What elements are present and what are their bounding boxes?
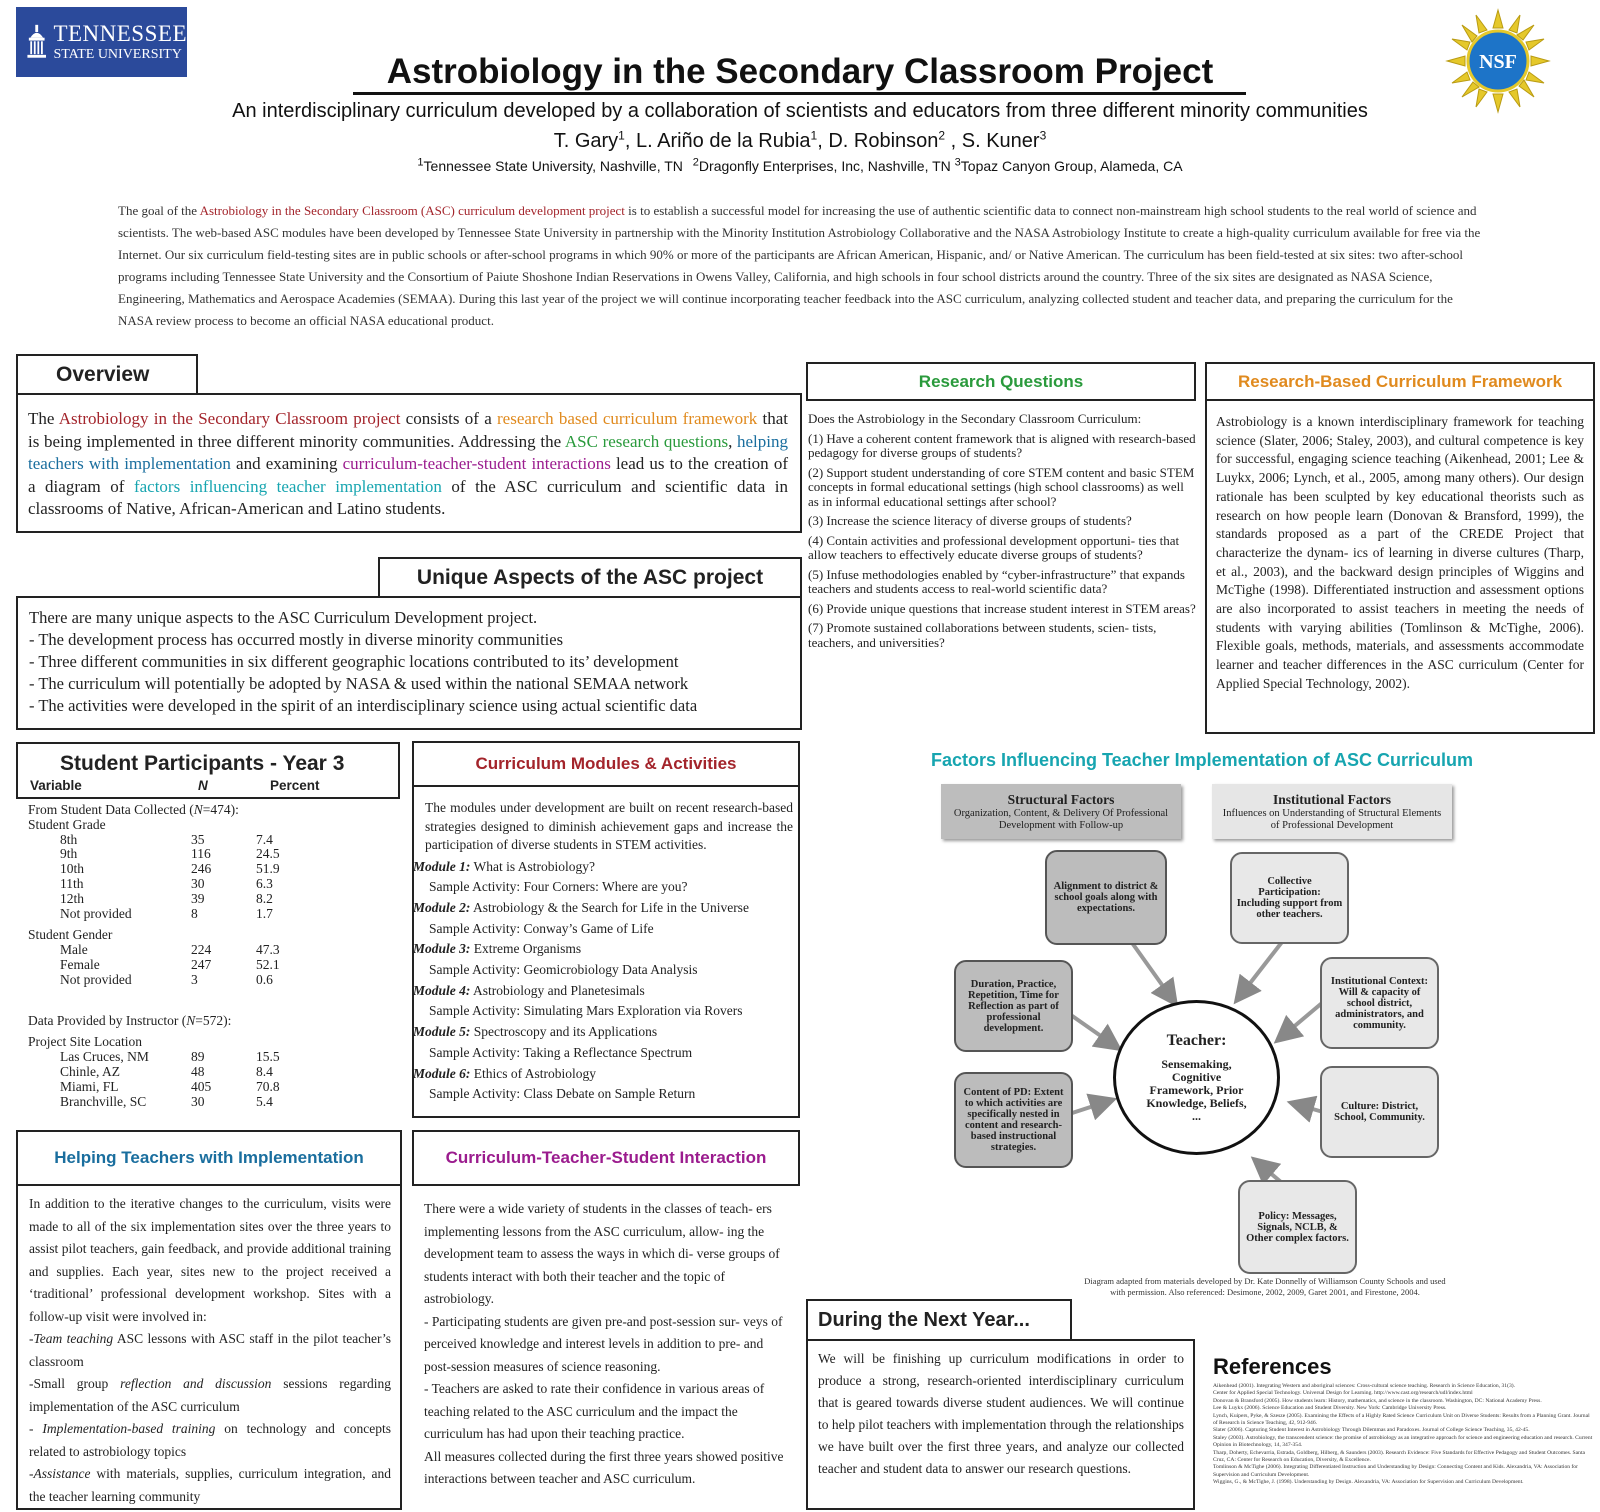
institutional-sub: Influences on Understanding of Structural Elements of Professional Development — [1222, 808, 1442, 831]
module-activity: Sample Activity: Four Corners: Where are you? — [429, 879, 688, 895]
rq-item: (3) Increase the science literacy of diverse groups of students? — [808, 513, 1132, 528]
arrow-alignment — [1130, 940, 1175, 1003]
row-label: 9th — [60, 846, 78, 862]
factor-collective: Collective Participation: Including support from other teachers. — [1230, 852, 1349, 944]
helping-intro: In addition to the iterative changes to the curriculum, visits were made to all of the six implementation sites over the three years to assist pilot teachers, gain feedback, and provide additional training and supplies. Each year, sites new to the project received a ‘traditional’ professional development workshop. Sites with a follow-up visit were involved in: — [29, 1196, 391, 1324]
row-percent: 8.4 — [256, 1063, 273, 1079]
unique-line: - The development process has occurred mostly in diverse minority communities — [29, 630, 563, 649]
row-percent: 1.7 — [256, 905, 273, 921]
author-1: T. Gary$^1$, — [553, 128, 636, 152]
helping-item: -Small group reflection and discussion sessions regarding implementation of the ASC curriculum — [29, 1376, 391, 1414]
teacher-body: Sensemaking, Cognitive Framework, Prior Knowledge, Beliefs, ... — [1146, 1057, 1247, 1123]
row-label: Las Cruces, NM — [60, 1049, 149, 1065]
row-n: 3 — [191, 971, 198, 987]
row-percent: 51.9 — [256, 861, 280, 877]
row-label: 12th — [60, 890, 85, 906]
student-data-label: From Student Data Collected (N=474): — [28, 802, 239, 817]
next-year-heading: During the Next Year... — [806, 1299, 1072, 1341]
helping-item: -Assistance with materials, supplies, curriculum integration, and the teacher learning community — [29, 1466, 391, 1504]
rq-item: (5) Infuse methodologies enabled by “cyber-infrastructure” that expands teachers and students access to real-world scientific data? — [808, 566, 1185, 596]
structural-sub: Organization, Content, & Delivery Of Professional Development with Follow-up — [953, 808, 1169, 831]
module-name: Astrobiology and Planetesimals — [470, 982, 645, 998]
modules-heading: Curriculum Modules & Activities — [412, 741, 800, 787]
structural-factors-box — [941, 784, 1181, 839]
poster-title: Astrobiology in the Secondary Classroom Project — [386, 52, 1214, 91]
gender-label: Student Gender — [28, 927, 113, 943]
factor-content-pd: Content of PD: Extent to which activities are specifically nested in content and research-based instructional strategies. — [954, 1072, 1073, 1168]
module-name: What is Astrobiology? — [470, 858, 595, 874]
intro-paragraph: The goal of the Astrobiology in the Secondary Classroom (ASC) curriculum development project is to establish a successful model for increasing the use of authentic scientific data to connect non-mainstream high school students to the real world of science and scientists. The web-based ASC modules have been developed by Tennessee State University in partnership with the Minority Institution Astrobiology Collaborative and the NASA Astrobiology Institute to create a high-quality curriculum available for free via the Internet. Our six curriculum field-testing sites are in public schools or after-school programs in which 90% or more of the participants are African American, Hispanic, and/ or Native American. The curriculum has been field-tested at six sites: two after-school programs including Tennessee State University and the Consortium of Paiute Shoshone Indian Reservations in Owens Valley, California, and high schools in four school districts around the country. Three of the six sites are designated as NASA Science, Engineering, Mathematics and Aerospace Academies (SEMAA). During this last year of the project we will continue incorporating teacher feedback into the ASC curriculum, analyzing collected student and teacher data, and preparing the curriculum for the NASA review process to become an official NASA educational product. — [118, 203, 1481, 328]
intro-highlight: Astrobiology in the Secondary Classroom (ASC) curriculum development project — [199, 203, 625, 218]
row-label: 8th — [60, 831, 78, 847]
row-percent: 47.3 — [256, 942, 280, 958]
row-label: Branchville, SC — [60, 1093, 147, 1109]
module-label: Module 2: — [413, 899, 471, 915]
institutional-title: Institutional Factors — [1272, 792, 1392, 807]
arrow-culture — [1292, 1103, 1323, 1112]
affiliation-2: $^2$Dragonfly Enterprises, Inc, Nashville, TN — [692, 156, 951, 174]
helping-heading: Helping Teachers with Implementation — [16, 1130, 402, 1186]
col-percent: Percent — [270, 778, 320, 793]
nsf-label: NSF — [1479, 51, 1517, 73]
row-n: 89 — [191, 1049, 205, 1065]
interaction-paragraph: - Teachers are asked to rate their confidence in various areas of teaching related to the ASC curriculum and the impact the curriculum has had upon their teaching practice. — [424, 1381, 765, 1441]
interaction-paragraph: There were a wide variety of students in the classes of teach- ers implementing lessons from the ASC curriculum, allow- ing the development team to assess the ways in which di- verse groups of students interact with both their teacher and the topic of astrobiology. — [424, 1201, 780, 1306]
row-n: 116 — [191, 846, 211, 862]
affiliation-1: $^1$Tennessee State University, Nashville, TN — [417, 156, 683, 174]
unique-line: - Three different communities in six different geographic locations contributed to its’ development — [29, 652, 679, 671]
reference-item: Tomlinson & McTighe (2006). Integrating Differentiated Instruction and Understanding by Design: Connecting Content and Kids. Alexandria, VA: Association for Supervision and Curriculum Development. — [1213, 1464, 1578, 1478]
module-name: Astrobiology & the Search for Life in the Universe — [470, 899, 749, 915]
interaction-paragraph: All measures collected during the first three years showed positive interactions between teacher and ASC curriculum. — [424, 1448, 784, 1486]
row-label: Miami, FL — [60, 1078, 119, 1094]
reference-item: Donovan & Bransford (2005). How students learn: History, mathematics, and science in the classroom. Washington, DC: National Academy Press. — [1213, 1397, 1542, 1404]
rq-lead: Does the Astrobiology in the Secondary Classroom Curriculum: — [808, 411, 1142, 426]
factor-alignment: Alignment to district & school goals along with expectations. — [1045, 850, 1167, 945]
author-2: L. Ariño de la Rubia$^1$, — [635, 128, 829, 152]
rq-item: (2) Support student understanding of core STEM content and basic STEM concepts in formal educational settings (high school classrooms) as well as in informal educational settings after school? — [808, 464, 1195, 509]
row-percent: 7.4 — [256, 831, 273, 847]
site-label: Project Site Location — [28, 1034, 142, 1050]
row-label: Not provided — [60, 905, 132, 921]
module-activity: Sample Activity: Class Debate on Sample Return — [429, 1086, 696, 1102]
module-activity: Sample Activity: Taking a Reflectance Spectrum — [429, 1044, 693, 1060]
arrow-duration — [1068, 1013, 1118, 1048]
row-percent: 8.2 — [256, 890, 273, 906]
logo-line1: TENNESSEE — [53, 21, 187, 46]
row-label: Not provided — [60, 971, 132, 987]
arrow-collective — [1237, 942, 1282, 1000]
teacher-ellipse — [1113, 1000, 1280, 1155]
row-percent: 0.6 — [256, 971, 273, 987]
module-name: Spectroscopy and its Applications — [470, 1024, 658, 1040]
logo-line2: STATE UNIVERSITY — [53, 47, 182, 62]
reference-item: Center for Applied Special Technology. Universal Design for Learning. http://www.cast.org/research/udl/index.html — [1213, 1390, 1473, 1397]
unique-line: There are many unique aspects to the ASC Curriculum Development project. — [29, 608, 538, 627]
reference-item: Slater (2006). Capturing Student Interest in Astrobiology Through Dilemmas and Paradoxes. Journal of College Science Teaching, 35, 42-45. — [1213, 1427, 1530, 1434]
module-name: Extreme Organisms — [470, 941, 582, 957]
row-label: 10th — [60, 861, 85, 877]
arrow-institutional-context — [1278, 1003, 1322, 1040]
row-n: 30 — [191, 1093, 205, 1109]
row-label: Chinle, AZ — [60, 1063, 120, 1079]
module-label: Module 5: — [413, 1024, 471, 1040]
diagram-caption: Diagram adapted from materials developed by Dr. Kate Donnelly of Williamson County Schools and used with permission. Also referenced: Desimone, 2002, 2009, Garet 2001, and Firestone, 2004. — [1084, 1276, 1446, 1297]
helping-item: - Implementation-based training on technology and concepts related to astrobiology topics — [29, 1421, 391, 1459]
helping-item: -Team teaching ASC lessons with ASC staff in the pilot teacher’s classroom — [29, 1331, 391, 1369]
author-4: S. Kuner$^3$ — [961, 128, 1047, 152]
row-percent: 24.5 — [256, 846, 280, 862]
row-n: 35 — [191, 831, 205, 847]
teacher-title: Teacher: — [1166, 1032, 1227, 1049]
institutional-factors-box — [1212, 784, 1452, 839]
overview-heading: Overview — [16, 354, 198, 395]
research-questions-heading: Research Questions — [806, 362, 1196, 401]
row-n: 39 — [191, 890, 205, 906]
col-variable: Variable — [30, 778, 82, 793]
row-n: 8 — [191, 905, 198, 921]
factor-duration: Duration, Practice, Repetition, Time for Reflection as part of professional development. — [954, 960, 1073, 1052]
row-n: 246 — [191, 861, 212, 877]
unique-line: - The activities were developed in the spirit of an interdisciplinary science using actual scientific data — [29, 696, 698, 715]
structural-title: Structural Factors — [1007, 792, 1115, 807]
module-label: Module 6: — [413, 1065, 471, 1081]
module-activity: Sample Activity: Simulating Mars Exploration via Rovers — [429, 1003, 743, 1019]
row-n: 30 — [191, 875, 205, 891]
framework-text: Astrobiology is a known interdisciplinary framework for teaching science (Slater, 2006; Staley, 2003), and cultural competence is key for successful, engaging science teaching (Aikenhead, 2001; Lee & Luykx, 2006; Lynch, et al., 2005, among many others). Our design rationale has been sculpted by key educational theorists such as research on how people learn (Donovan & Bransford, 1999), the standards proposed as a part of the CREDE Project that characterize the dynam- ics of learning in diverse cultures (Tharp, et al., 2003), and the backward design principles of Wiggins and McTighe (1998). Differentiated instruction and assessment options are also incorporated to assist teachers in meeting the needs of students with varying abilities (Tomlinson & McTighe, 2006). Flexible goals, methods, materials, and assessments accommodate learner and teacher differences in the ASC curriculum (Center for Applied Special Technology, 2002). — [1216, 414, 1584, 691]
unique-line: - The curriculum will potentially be adopted by NASA & used within the national SEMAA network — [29, 674, 689, 693]
row-percent: 52.1 — [256, 956, 280, 972]
factor-policy: Policy: Messages, Signals, NCLB, & Other complex factors. — [1238, 1180, 1357, 1274]
reference-item: Lee & Luykx (2006). Science Education and Student Diversity. New York: Cambridge University Press. — [1213, 1405, 1447, 1412]
grade-label: Student Grade — [28, 816, 106, 832]
module-activity: Sample Activity: Conway’s Game of Life — [429, 920, 654, 936]
row-n: 224 — [191, 942, 212, 958]
reference-item: Aikenhead (2001). Integrating Western and aboriginal sciences: Cross-cultural science teaching. Research in Science Education, 31(3). — [1213, 1383, 1516, 1389]
row-percent: 6.3 — [256, 875, 273, 891]
rq-item: (4) Contain activities and professional development opportuni- ties that allow teachers to effectively educate diverse groups of students? — [808, 532, 1180, 562]
affiliation-3: $^3$Topaz Canyon Group, Alameda, CA — [954, 156, 1183, 174]
factor-institutional-context: Institutional Context: Will & capacity of school district, administrators, and community. — [1320, 957, 1439, 1049]
unique-heading: Unique Aspects of the ASC project — [378, 557, 802, 598]
row-percent: 70.8 — [256, 1078, 280, 1094]
interaction-paragraph: - Participating students are given pre-and post-session sur- veys of perceived knowledge and interest levels in addition to pre- and post-session measures of science reasoning. — [424, 1313, 783, 1374]
reference-item: Tharp, Doherty, Echevarria, Estrada, Goldberg, Hilberg, & Saunders (2003). Research Evidence: Five Standards for Effective Pedagogy and Student Outcomes. Santa Cruz, CA: Center for Research on Education, Diversity, & Excellence. — [1213, 1449, 1585, 1464]
module-label: Module 3: — [413, 941, 471, 957]
module-label: Module 4: — [413, 982, 471, 998]
rq-item: (1) Have a coherent content framework that is aligned with research-based pedagogy for diverse groups of students? — [808, 430, 1196, 460]
author-3: D. Robinson$^2$ , — [828, 128, 962, 152]
rq-item: (7) Promote sustained collaborations between students, scien- tists, teachers, and universities? — [808, 620, 1157, 650]
reference-item: Lynch, Kuipers, Pyke, & Szesze (2005). Examining the Effects of a Highly Rated Science Curriculum Unit on Diverse Students: Results from a Planning Grant. Journal of Research in Science Teaching, 42, 912-946. — [1213, 1412, 1590, 1427]
modules-intro: The modules under development are built on recent research-based strategies designed to diminish achievement gaps and increase the participation of diverse students in STEM activities. — [425, 800, 793, 852]
row-percent: 15.5 — [256, 1049, 280, 1065]
col-n: N — [198, 778, 208, 793]
rq-item: (6) Provide unique questions that increase student interest in STEM areas? — [808, 600, 1196, 616]
factors-heading: Factors Influencing Teacher Implementation of ASC Curriculum — [930, 750, 1474, 770]
overview-text: The Astrobiology in the Secondary Classroom project consists of a research based curriculum framework that is being implemented in three different minority communities. Addressing the ASC research questions, helping teachers with implementation and examining curriculum-teacher-student interactions lead us to the creation of a diagram of factors influencing teacher implementation of the ASC curriculum and scientific data in classrooms of Native, African-American and Latino students. — [28, 409, 789, 518]
instructor-label: Data Provided by Instructor (N=572): — [28, 1012, 232, 1028]
row-n: 405 — [191, 1078, 212, 1094]
reference-item: Staley (2003). Astrobiology, the transcendent science: the promise of astrobiology as an integrative approach for science and engineering education and research. Current Opinion in Biotechnology, 14, 347-354. — [1213, 1434, 1593, 1449]
row-label: Female — [60, 956, 100, 972]
next-year-text: We will be finishing up curriculum modifications in order to produce a strong, research-oriented interdisciplinary curriculum that is geared towards diverse student audiences. We will continue to help pilot teachers with implementation through the relationships we have built over the first three years, and analyze our collected teacher and student data to answer our research questions. — [818, 1351, 1184, 1476]
row-percent: 5.4 — [256, 1093, 273, 1109]
row-n: 247 — [191, 956, 212, 972]
factor-culture: Culture: District, School, Community. — [1320, 1066, 1439, 1158]
participants-heading: Student Participants - Year 3 — [60, 752, 345, 775]
poster-subtitle: An interdisciplinary curriculum developed by a collaboration of scientists and educators from three different minority communities — [232, 100, 1368, 122]
interaction-heading: Curriculum-Teacher-Student Interaction — [412, 1130, 800, 1186]
framework-heading: Research-Based Curriculum Framework — [1205, 362, 1595, 401]
row-n: 48 — [191, 1063, 205, 1079]
row-label: 11th — [60, 875, 84, 891]
references-heading: References — [1213, 1354, 1332, 1379]
row-label: Male — [60, 942, 88, 958]
module-name: Ethics of Astrobiology — [470, 1065, 596, 1081]
reference-item: Wiggins, G., & McTighe, J. (1998). Understanding by Design. Alexandria, VA: Association for Supervision and Curriculum Development. — [1213, 1479, 1524, 1486]
module-activity: Sample Activity: Geomicrobiology Data Analysis — [429, 962, 698, 978]
module-label: Module 1: — [413, 858, 471, 874]
references-list — [1213, 1383, 1593, 1487]
